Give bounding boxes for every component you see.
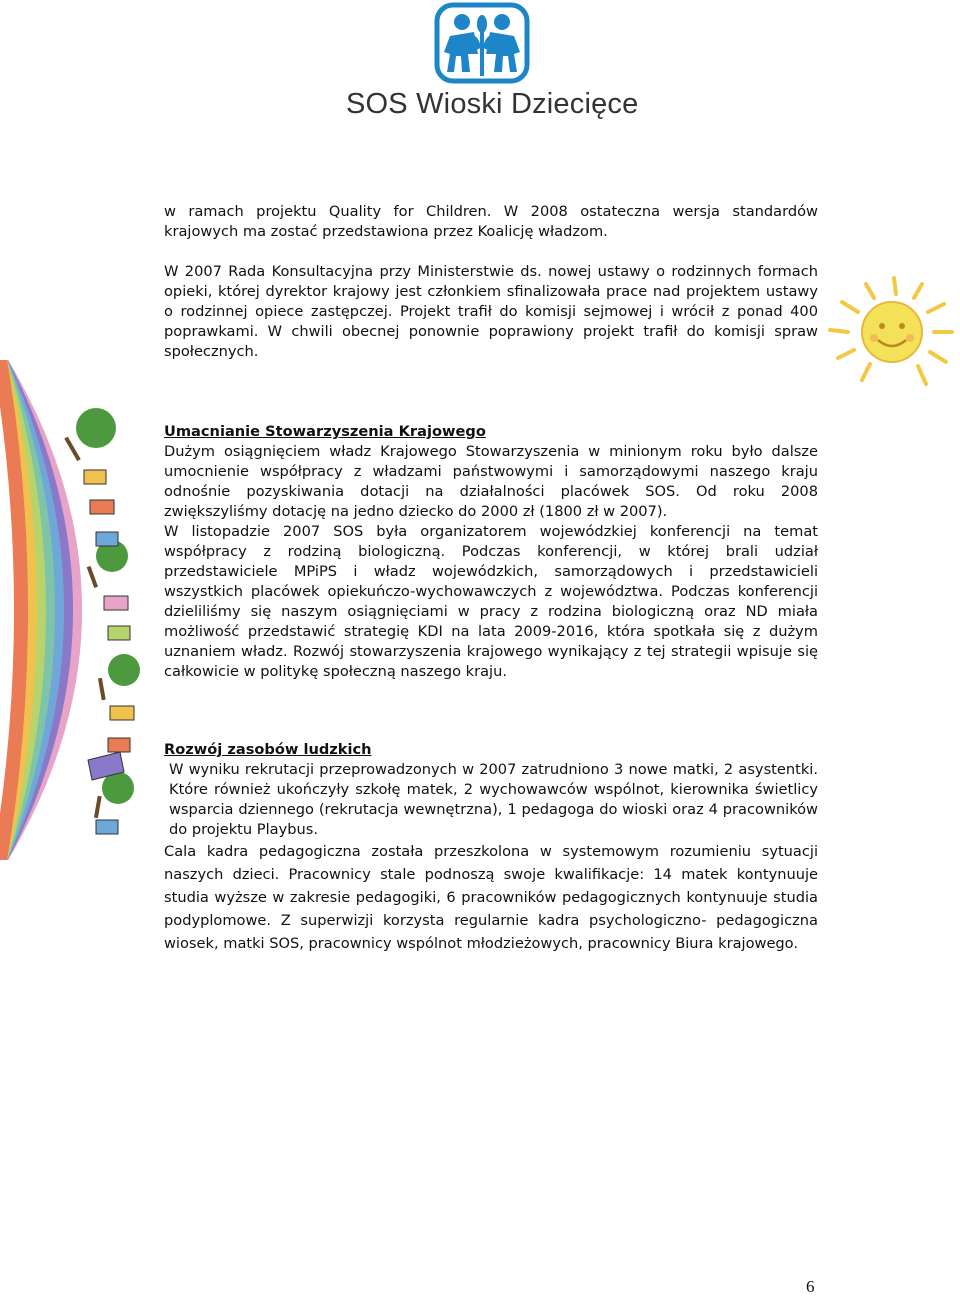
paragraph: Cala kadra pedagogiczna została przeszkolona w systemowym rozumieniu sytuacji naszych dzieci. Pracownicy stale podnoszą swoje kwalifikacje: 14 matek kontynuuje studia wyższe w zakresie pedagogiki, 6 pracowników pedagogicznych kontynuuje studia podyplomowe. Z superwizji korzysta regularnie kadra psychologiczno- pedagogiczna wiosek, matki SOS, pracownicy wspólnot młodzieżowych, pracownicy Biura krajowego. (164, 843, 818, 952)
sos-children-logo-icon (434, 2, 530, 84)
document-body (164, 202, 818, 955)
rainbow-village-drawing-icon (0, 360, 160, 860)
page-number: 6 (806, 1277, 815, 1296)
paragraph: Dużym osiągnięciem władz Krajowego Stowarzyszenia w minionym roku było dalsze umocnienie współpracy z władzami państwowymi i samorządowymi naszego kraju odnośnie pozyskiwania dotacji na działalności placówek SOS. Od roku 2008 zwiększyliśmy dotację na jedno dziecko do 2000 zł (1800 zł w 2007). (164, 443, 818, 520)
paragraph: W listopadzie 2007 SOS była organizatorem wojewódzkiej konferencji na temat współpracy z rodziną biologiczną. Podczas konferencji, w której brali udział przedstawiciele MPiPS i władz wojewódzkich, samorządowych i przedstawicieli wszystkich placówek opiekuńczo-wychowawczych z województwa. Podczas konferencji dzieliliśmy się naszym osiągnięciami w pracy z rodzina biologiczną oraz ND miała możliwość przedstawić strategię KDI na lata 2009-2016, która spotkała się z dużym uznaniem władz. Rozwój stowarzyszenia krajowego wynikający z tej strategii wpisuje się całkowicie w politykę społeczną naszego kraju. (164, 523, 818, 680)
section-heading-rozwoj: Rozwój zasobów ludzkich (164, 741, 372, 758)
paragraph: W wyniku rekrutacji przeprowadzonych w 2007 zatrudniono 3 nowe matki, 2 asystentki. Które również ukończyły szkołę matek, 2 wychowawców wspólnot, kierownika świetlicy wsparcia dziennego (rekrutacja wewnętrzna), 1 pedagoga do wioski oraz 4 pracowników do projektu Playbus. (169, 761, 818, 838)
sun-drawing-icon (822, 268, 958, 392)
section-heading-umacnianie: Umacnianie Stowarzyszenia Krajowego (164, 423, 486, 440)
logo-text: SOS Wioski Dziecięce (346, 88, 639, 120)
paragraph: W 2007 Rada Konsultacyjna przy Ministerstwie ds. nowej ustawy o rodzinnych formach opieki, której dyrektor krajowy jest członkiem sfinalizowała prace nad projektem ustawy o rodzinnej opiece zastępczej. Projekt trafił do komisji sejmowej i wrócił z ponad 400 poprawkami. W chwili obecnej ponownie poprawiony projekt trafił do komisji spraw społecznych. (164, 263, 818, 360)
sos-logo (346, 2, 639, 126)
paragraph: w ramach projektu Quality for Children. W 2008 ostateczna wersja standardów krajowych ma zostać przedstawiona przez Koalicję władzom. (164, 203, 818, 240)
